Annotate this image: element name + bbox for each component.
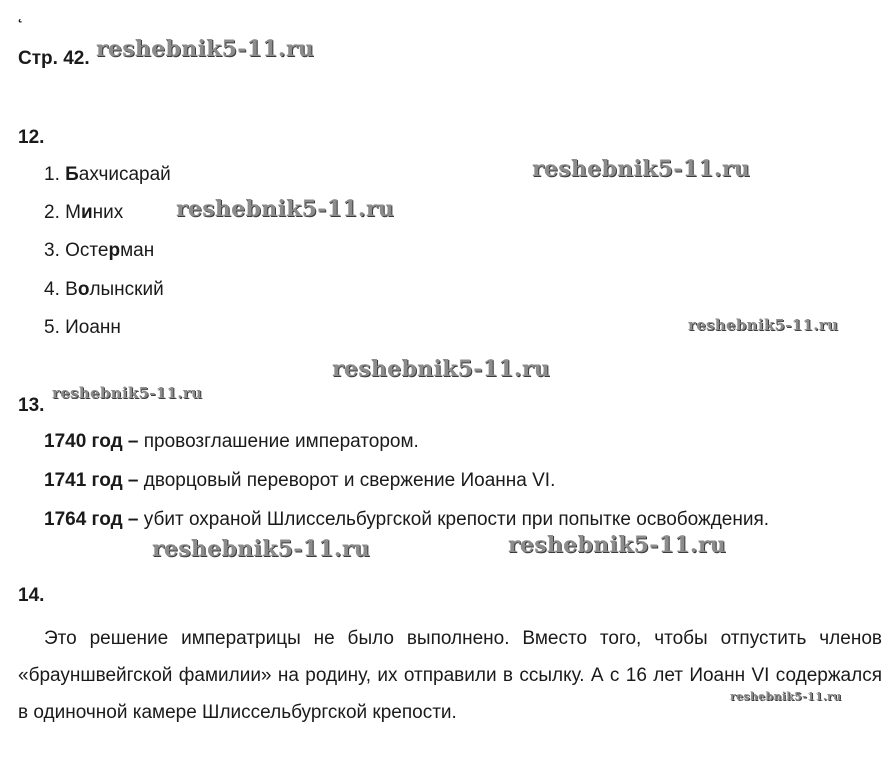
watermark: reshebnik5-11.ru [176, 196, 395, 222]
emphasized-letter: и [80, 202, 93, 223]
event-text: дворцовый переворот и свержение Иоанна VI. [138, 470, 556, 491]
emphasized-letter: Б [65, 164, 79, 185]
list-text: М [65, 202, 81, 223]
list-text: них [92, 202, 124, 223]
answer-paragraph: Это решение императрицы не было выполнено. Вместо того, чтобы отпустить членов «брауншвейгской фамилии» на родину, их отправили в ссылку. А с 16 лет Иоанн VI содержался в одиночной камере Шлиссельбургской крепости. [18, 628, 882, 723]
watermark: reshebnik5-11.ru [332, 356, 551, 382]
task-12-number: 12. [18, 127, 45, 148]
event-year: 1741 год – [44, 470, 139, 491]
list-text: лынский [89, 279, 164, 300]
watermark: reshebnik5-11.ru [730, 690, 842, 703]
list-index: 5. [44, 317, 60, 338]
watermark: reshebnik5-11.ru [96, 36, 315, 62]
watermark: reshebnik5-11.ru [152, 536, 371, 562]
list-index: 1. [44, 164, 60, 185]
event-text: убит охраной Шлиссельбургской крепости при попытке освобождения. [138, 509, 770, 530]
event-year: 1764 год – [44, 509, 139, 530]
list-text: Иоанн [65, 317, 121, 338]
watermark: reshebnik5-11.ru [688, 316, 839, 334]
event-line [44, 509, 769, 531]
list-item [44, 240, 154, 262]
list-text: ахчисарай [78, 164, 171, 185]
list-item [44, 279, 164, 301]
list-item [44, 202, 123, 224]
event-line [44, 431, 419, 453]
emphasized-letter: р [108, 240, 121, 261]
list-text: ман [120, 240, 155, 261]
watermark: reshebnik5-11.ru [508, 532, 727, 558]
watermark: reshebnik5-11.ru [532, 156, 751, 182]
task-14-number: 14. [18, 585, 45, 606]
event-text: провозглашение императором. [138, 431, 419, 452]
task-13-number: 13. [18, 395, 45, 416]
list-item [44, 164, 171, 186]
corner-mark: ˛ [18, 6, 24, 23]
list-text: В [65, 279, 78, 300]
emphasized-letter: о [77, 279, 90, 300]
list-index: 2. [44, 202, 60, 223]
list-text: Осте [65, 240, 109, 261]
list-index: 4. [44, 279, 60, 300]
page-reference: Стр. 42. [18, 48, 90, 69]
watermark: reshebnik5-11.ru [52, 384, 203, 402]
event-line [44, 470, 555, 492]
list-index: 3. [44, 240, 60, 261]
list-item [44, 317, 121, 339]
event-year: 1740 год – [44, 431, 139, 452]
